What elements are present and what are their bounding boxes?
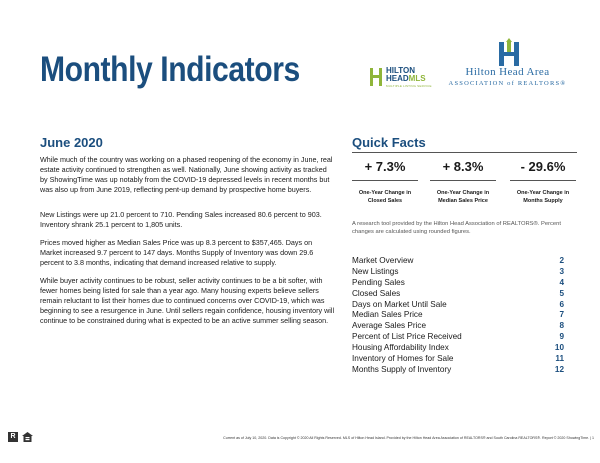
toc-item[interactable] (352, 343, 564, 354)
toc-page-number: 2 (559, 256, 564, 265)
realtor-icon: R (8, 432, 18, 442)
summary-paragraph: New Listings were up 21.0 percent to 710. Pending Sales increased 80.6 percent to 903. Inventory shrank 25.1 percent to 1,805 units. (40, 210, 322, 229)
mls-logo-line1: HILTON (386, 66, 416, 75)
toc-item[interactable] (352, 278, 564, 289)
toc-item[interactable] (352, 321, 564, 332)
mls-logo-line2a: HEAD (386, 74, 409, 83)
toc-item[interactable] (352, 267, 564, 278)
toc-item[interactable] (352, 256, 564, 267)
summary-paragraph: While much of the country was working on a phased reopening of the economy in June, real estate activity continued to strengthen as well. Nationally, June showing activity as tracked by ShowingTime was up notably from the COVID-19 depressed levels in recent months but was also up from June 2019, reflecting pent-up demand by prospective home buyers. (40, 155, 333, 194)
toc-page-number: 12 (554, 364, 564, 374)
toc-label: Average Sales Price (352, 321, 427, 331)
quick-facts-heading: Quick Facts (352, 135, 426, 150)
toc-label: Market Overview (352, 256, 414, 265)
toc-item[interactable] (352, 332, 564, 343)
toc-item[interactable] (352, 310, 564, 321)
quick-fact-divider (510, 180, 576, 181)
toc-label: Closed Sales (352, 288, 401, 298)
toc-label: Housing Affordability Index (352, 343, 449, 353)
toc-label: Pending Sales (352, 277, 405, 287)
toc-label: Median Sales Price (352, 310, 423, 320)
toc-page-number: 11 (555, 354, 564, 364)
toc-page-number: 5 (559, 288, 564, 298)
mls-logo-text (386, 67, 426, 83)
equal-housing-icon (22, 432, 33, 442)
quick-fact-label: One-Year Change in Median Sales Price (436, 190, 490, 204)
page-title: Monthly Indicators (40, 50, 300, 89)
quick-fact-divider (352, 180, 418, 181)
toc-label: New Listings (352, 266, 399, 276)
mls-logo-line2b: MLS (408, 74, 426, 83)
toc-page-number: 6 (559, 299, 564, 309)
toc-page-number: 7 (559, 310, 564, 320)
hilton-head-association-logo (440, 38, 575, 98)
mls-h-mark-icon (370, 68, 382, 86)
mls-logo-tagline: MULTIPLE LISTING SERVICE (386, 84, 432, 88)
summary-paragraph: Prices moved higher as Median Sales Price was up 8.3 percent to $357,465. Days on Market increased 9.7 percent to 147 days. Months Supply of Inventory was down 29.6 percent to 3.8 months, indicating that demand increased relative to supply. (40, 238, 314, 267)
research-note: A research tool provided by the Hilton Head Association of REALTORS®. Percent changes are calculated using rounded figures. (352, 221, 561, 235)
toc-item[interactable] (352, 365, 564, 376)
association-name: Hilton Head Area (465, 66, 550, 78)
toc-label: Percent of List Price Received (352, 332, 462, 342)
summary-paragraph: While buyer activity continues to be robust, seller activity continues to be a bit softer, with fewer homes being listed for sale than a year ago. Many housing experts believe sellers remain reluctant to list their homes due to continued concerns over COVID-19, which was beginning to see a resurgence in June. Until sellers regain confidence, housing inventory will continue to be constrained during what is expected to be an active summer selling season. (40, 276, 335, 325)
toc-label: Days on Market Until Sale (352, 299, 447, 309)
month-heading: June 2020 (40, 135, 103, 150)
hilton-head-mls-logo (370, 62, 435, 92)
toc-item[interactable] (352, 289, 564, 300)
toc-page-number: 10 (554, 343, 564, 353)
toc-label: Inventory of Homes for Sale (352, 354, 454, 364)
association-subtitle: ASSOCIATION of REALTORS® (448, 80, 567, 87)
quick-fact-value: - 29.6% (520, 159, 566, 174)
toc-page-number: 8 (559, 321, 564, 331)
quick-facts-top-rule (352, 152, 577, 153)
lighthouse-h-icon (496, 38, 522, 66)
quick-fact-months-supply (510, 159, 576, 204)
table-of-contents (352, 256, 564, 376)
toc-label: Months Supply of Inventory (352, 364, 452, 374)
footer-icons (8, 432, 48, 442)
footer-disclaimer: Current as of July 10, 2020. Data is Copyright © 2020 All Rights Reserved. MLS of Hilton Head Island. Provided by the Hilton Head Area Association of REALTORS® and South Carolina REALTORS®. Report © 2020 ShowingTime. | 1 (223, 436, 594, 440)
toc-page-number: 9 (559, 332, 564, 342)
toc-item[interactable] (352, 300, 564, 311)
toc-page-number: 4 (559, 277, 564, 287)
quick-fact-divider (430, 180, 496, 181)
quick-fact-value: + 8.3% (442, 159, 484, 174)
quick-fact-label: One-Year Change in Months Supply (516, 190, 570, 204)
quick-fact-closed-sales (352, 159, 418, 204)
quick-fact-median-price (430, 159, 496, 204)
toc-page-number: 3 (559, 266, 564, 276)
toc-item[interactable] (352, 354, 564, 365)
quick-fact-label: One-Year Change in Closed Sales (358, 190, 412, 204)
quick-fact-value: + 7.3% (364, 159, 406, 174)
